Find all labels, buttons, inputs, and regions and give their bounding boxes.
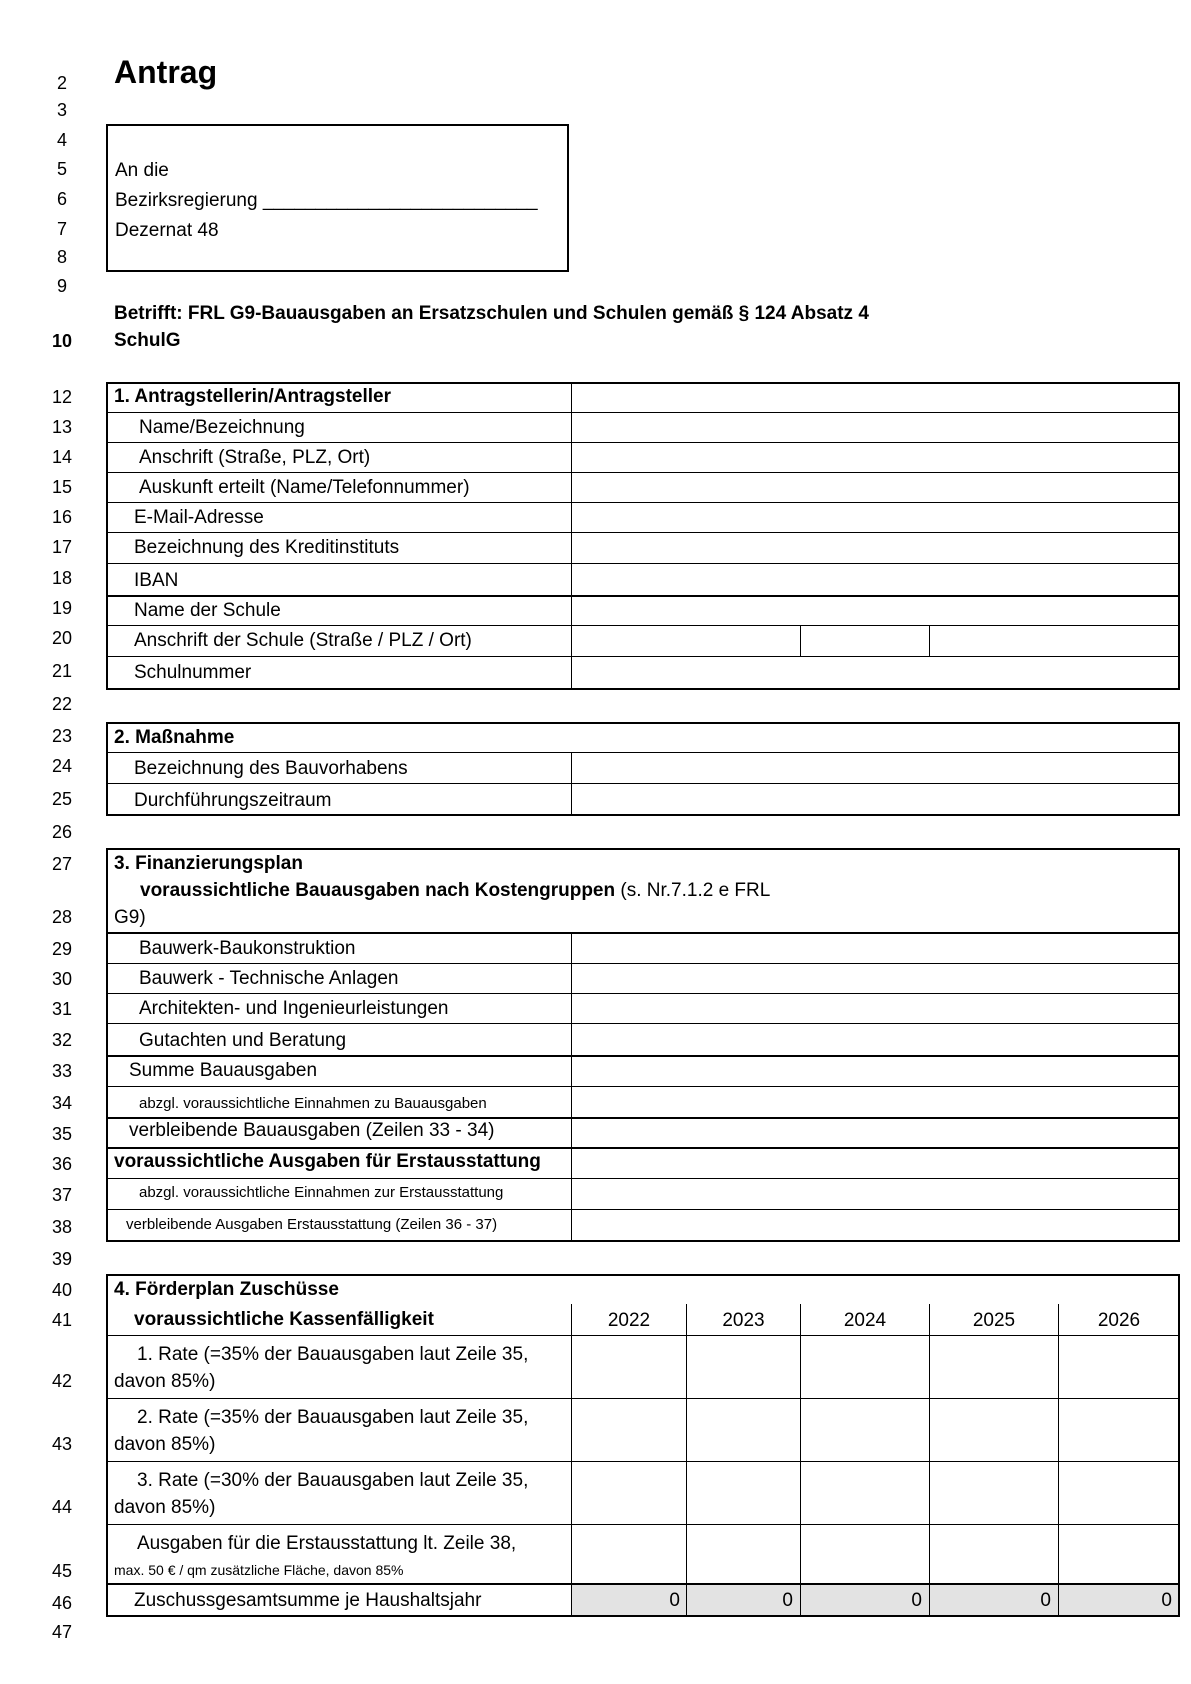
cost-label: verbleibende Ausgaben Erstausstattung (Zeilen 36 - 37)	[126, 1216, 498, 1233]
row-number: 40	[51, 1280, 73, 1300]
row-number: 46	[51, 1593, 73, 1613]
period-input[interactable]	[573, 785, 1178, 814]
rate-label: 1. Rate (=35% der Bauausgaben laut Zeile 35,	[137, 1344, 529, 1365]
contact-input[interactable]	[573, 474, 1178, 501]
rate3-2025-input[interactable]	[931, 1463, 1057, 1523]
cost-input[interactable]	[573, 1088, 1178, 1116]
row-number: 34	[51, 1093, 73, 1113]
section-heading: 4. Förderplan Zuschüsse	[114, 1279, 339, 1300]
section-subheading-cont: G9)	[114, 907, 146, 928]
row-number: 17	[51, 537, 73, 557]
row-number: 41	[51, 1310, 73, 1330]
row-number: 4	[56, 130, 67, 150]
row-number: 30	[51, 969, 73, 989]
subject-line: Betrifft: FRL G9-Bauausgaben an Ersatzschulen und Schulen gemäß § 124 Absatz 4	[114, 303, 869, 324]
email-input[interactable]	[573, 504, 1178, 531]
row-number: 9	[56, 276, 67, 296]
name-input[interactable]	[573, 414, 1178, 441]
row-number: 47	[51, 1622, 73, 1642]
cost-label: Architekten- und Ingenieurleistungen	[139, 998, 449, 1019]
row-number: 16	[51, 507, 73, 527]
row-number: 8	[56, 247, 67, 267]
cost-input[interactable]	[573, 965, 1178, 992]
total-value: 0	[1161, 1590, 1172, 1611]
year-header: 2022	[607, 1310, 651, 1331]
row-number: 27	[51, 854, 73, 874]
total-label: Zuschussgesamtsumme je Haushaltsjahr	[134, 1590, 482, 1611]
row-number: 32	[51, 1030, 73, 1050]
row-number: 26	[51, 822, 73, 842]
cost-input[interactable]	[573, 995, 1178, 1022]
rate-label: davon 85%)	[114, 1497, 216, 1518]
cost-label: voraussichtliche Ausgaben für Erstausstattung	[114, 1151, 541, 1172]
row-number: 38	[51, 1217, 73, 1237]
equipment-2026-input[interactable]	[1060, 1526, 1178, 1582]
cost-label: Bauwerk - Technische Anlagen	[139, 968, 399, 989]
total-value: 0	[911, 1590, 922, 1611]
subject	[114, 300, 874, 354]
project-name-input[interactable]	[573, 754, 1178, 782]
field-label: Name/Bezeichnung	[139, 417, 305, 438]
cost-input[interactable]	[573, 934, 1178, 962]
row-number: 20	[51, 628, 73, 648]
rate1-2026-input[interactable]	[1060, 1337, 1178, 1397]
row-number: 22	[51, 694, 73, 714]
rate3-2024-input[interactable]	[802, 1463, 928, 1523]
year-header: 2026	[1097, 1310, 1141, 1331]
rate1-2024-input[interactable]	[802, 1337, 928, 1397]
row-number: 33	[51, 1061, 73, 1081]
rate-label: max. 50 € / qm zusätzliche Fläche, davon 85%	[114, 1562, 404, 1578]
field-label: IBAN	[134, 570, 179, 591]
row-number: 37	[51, 1185, 73, 1205]
section-subheading: voraussichtliche Kassenfälligkeit	[134, 1309, 434, 1330]
row-number: 31	[51, 999, 73, 1019]
row-number: 12	[51, 387, 73, 407]
rate3-2026-input[interactable]	[1060, 1463, 1178, 1523]
school-city-input[interactable]	[931, 627, 1178, 655]
row-number: 10	[51, 331, 73, 351]
rate1-2023-input[interactable]	[688, 1337, 799, 1397]
cost-label: abzgl. voraussichtliche Einnahmen zu Bauausgaben	[139, 1095, 487, 1112]
row-number: 29	[51, 939, 73, 959]
cost-input[interactable]	[573, 1180, 1178, 1208]
field-label: Auskunft erteilt (Name/Telefonnummer)	[139, 477, 470, 498]
field-label: Bezeichnung des Bauvorhabens	[134, 758, 408, 779]
year-header: 2023	[722, 1310, 765, 1331]
field-label: Name der Schule	[134, 600, 281, 621]
school-number-input[interactable]	[573, 658, 1178, 688]
cost-label: Bauwerk-Baukonstruktion	[139, 938, 356, 959]
rate-label: davon 85%)	[114, 1371, 216, 1392]
row-number: 21	[51, 661, 73, 681]
address-box	[106, 124, 569, 272]
address-input[interactable]	[573, 444, 1178, 471]
address-line: Dezernat 48	[115, 220, 219, 241]
school-name-input[interactable]	[573, 597, 1178, 624]
row-number: 14	[51, 447, 73, 467]
rate2-2022-input[interactable]	[573, 1400, 685, 1460]
cost-input[interactable]	[573, 1025, 1178, 1054]
row-number: 39	[51, 1249, 73, 1269]
row-number: 18	[51, 568, 73, 588]
cost-input[interactable]	[573, 1057, 1178, 1085]
row-number: 15	[51, 477, 73, 497]
row-number: 19	[51, 598, 73, 618]
row-number: 2	[56, 73, 67, 93]
rate2-2025-input[interactable]	[931, 1400, 1057, 1460]
rate2-2024-input[interactable]	[802, 1400, 928, 1460]
row-number: 42	[51, 1371, 73, 1391]
subject-line: SchulG	[114, 330, 181, 351]
rate3-2023-input[interactable]	[688, 1463, 799, 1523]
row-number: 6	[56, 189, 67, 209]
equipment-2025-input[interactable]	[931, 1526, 1057, 1582]
address-line: Bezirksregierung __________________________	[115, 190, 538, 211]
cost-label: abzgl. voraussichtliche Einnahmen zur Erstausstattung	[139, 1184, 504, 1201]
row-number: 7	[56, 219, 67, 239]
cost-input[interactable]	[573, 1149, 1178, 1177]
row-number: 43	[51, 1434, 73, 1454]
row-number: 45	[51, 1561, 73, 1581]
field-label: E-Mail-Adresse	[134, 507, 264, 528]
iban-input[interactable]	[573, 565, 1178, 594]
equipment-2023-input[interactable]	[688, 1526, 799, 1582]
row-number: 23	[51, 726, 73, 746]
rate3-2022-input[interactable]	[573, 1463, 685, 1523]
page-title: Antrag	[114, 54, 218, 90]
year-header: 2025	[972, 1310, 1016, 1331]
cost-label: Gutachten und Beratung	[139, 1030, 347, 1051]
cost-label: Summe Bauausgaben	[129, 1060, 318, 1081]
cost-label: verbleibende Bauausgaben (Zeilen 33 - 34)	[129, 1120, 495, 1141]
section-heading: 1. Antragstellerin/Antragsteller	[114, 386, 391, 407]
rate-label: 2. Rate (=35% der Bauausgaben laut Zeile 35,	[137, 1407, 529, 1428]
field-label: Schulnummer	[134, 662, 252, 683]
row-number: 44	[51, 1497, 73, 1517]
address-line: An die	[115, 160, 169, 181]
row-number: 36	[51, 1154, 73, 1174]
total-value: 0	[782, 1590, 793, 1611]
cost-input[interactable]	[573, 1119, 1178, 1146]
row-number: 35	[51, 1124, 73, 1144]
rate-label: davon 85%)	[114, 1434, 216, 1455]
total-value: 0	[669, 1590, 680, 1611]
rate-label: 3. Rate (=30% der Bauausgaben laut Zeile 35,	[137, 1470, 529, 1491]
total-value: 0	[1040, 1590, 1051, 1611]
field-label: Bezeichnung des Kreditinstituts	[134, 537, 400, 558]
rate2-2026-input[interactable]	[1060, 1400, 1178, 1460]
field-label: Anschrift (Straße, PLZ, Ort)	[139, 447, 371, 468]
row-number: 5	[56, 159, 67, 179]
rate2-2023-input[interactable]	[688, 1400, 799, 1460]
field-label: Anschrift der Schule (Straße / PLZ / Ort)	[134, 630, 472, 651]
row-number: 28	[51, 907, 73, 927]
school-zip-input[interactable]	[802, 627, 928, 655]
rate-label: Ausgaben für die Erstausstattung lt. Zeile 38,	[137, 1533, 517, 1554]
rate1-2025-input[interactable]	[931, 1337, 1057, 1397]
school-street-input[interactable]	[573, 627, 799, 655]
row-number: 24	[51, 756, 73, 776]
section-heading: 2. Maßnahme	[114, 727, 235, 748]
field-label: Durchführungszeitraum	[134, 790, 332, 811]
row-number: 3	[56, 100, 67, 120]
row-number: 25	[51, 789, 73, 809]
cost-input[interactable]	[573, 1211, 1178, 1240]
section-subheading: voraussichtliche Bauausgaben nach Kostengruppen (s. Nr.7.1.2 e FRL	[140, 880, 771, 901]
bank-input[interactable]	[573, 534, 1178, 562]
equipment-2022-input[interactable]	[573, 1526, 685, 1582]
year-header: 2024	[843, 1310, 887, 1331]
row-number: 13	[51, 417, 73, 437]
section-heading: 3. Finanzierungsplan	[114, 853, 303, 874]
equipment-2024-input[interactable]	[802, 1526, 928, 1582]
rate1-2022-input[interactable]	[573, 1337, 685, 1397]
